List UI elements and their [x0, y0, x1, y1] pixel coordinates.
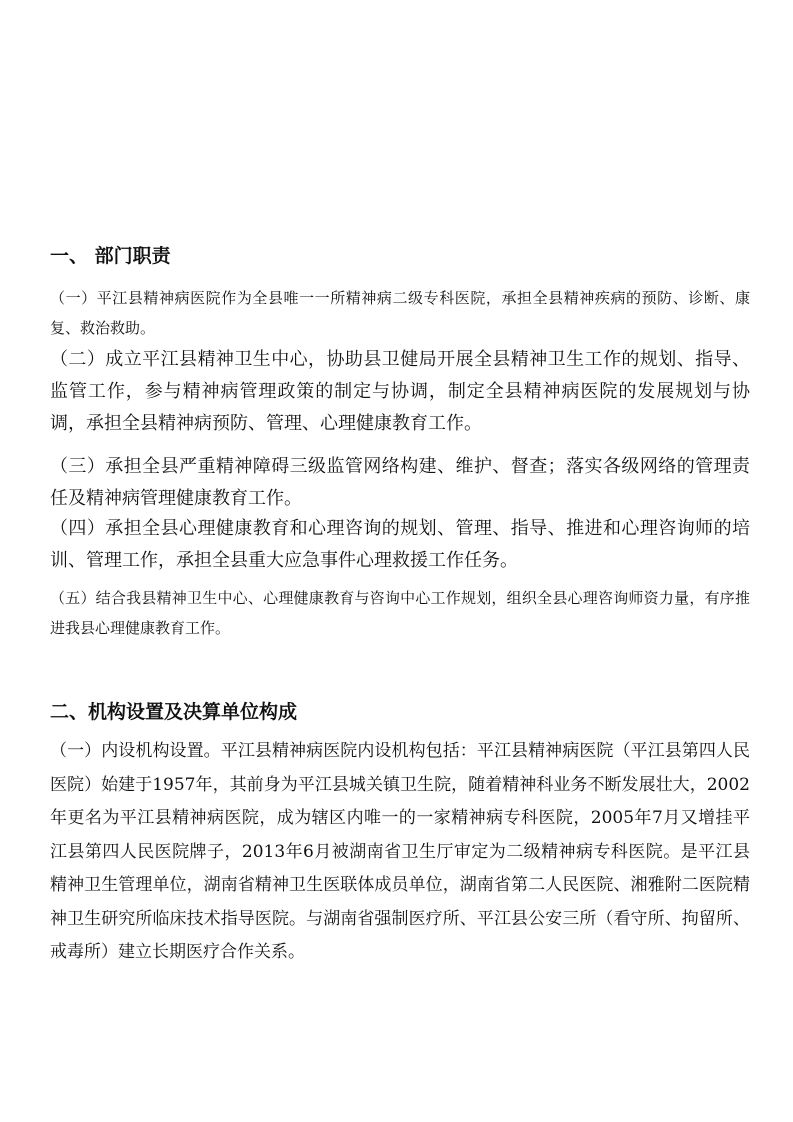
duty-item-5: （五）结合我县精神卫生中心、心理健康教育与咨询中心工作规划，组织全县心理咨询师资力量，有序推进我县心理健康教育工作。: [50, 589, 750, 637]
section-heading-organization: 二、机构设置及决算单位构成: [50, 701, 298, 723]
section-heading-department-duties: 一、 部门职责: [50, 245, 171, 267]
duty-item-1: （一）平江县精神病医院作为全县唯一一所精神病二级专科医院，承担全县精神疾病的预防、诊断、康复、救治救助。: [50, 289, 750, 337]
duty-item-2: （二）成立平江县精神卫生中心，协助县卫健局开展全县精神卫生工作的规划、指导、监管工作，参与精神病管理政策的制定与协调，制定全县精神病医院的发展规划与协调，承担全县精神病预防、管理、心理健康教育工作。: [50, 349, 750, 434]
duty-item-3: （三）承担全县严重精神障碍三级监管网络构建、维护、督查；落实各级网络的管理责任及精神病管理健康教育工作。: [50, 456, 750, 509]
duty-item-4: （四）承担全县心理健康教育和心理咨询的规划、管理、指导、推进和心理咨询师的培训、管理工作，承担全县重大应急事件心理救援工作任务。: [50, 518, 750, 571]
organization-item-1: （一）内设机构设置。平江县精神病医院内设机构包括：平江县精神病医院（平江县第四人民医院）始建于1957年，其前身为平江县城关镇卫生院，随着精神科业务不断发展壮大，2002年更名为平江县精神病医院，成为辖区内唯一的一家精神病专科医院，2005年7月又增挂平江县第四人民医院牌子，2013年6月被湖南省卫生厅审定为二级精神病专科医院。是平江县精神卫生管理单位，湖南省精神卫生医联体成员单位，湖南省第二人民医院、湘雅附二医院精神卫生研究所临床技术指导医院。与湖南省强制医疗所、平江县公安三所（看守所、拘留所、戒毒所）建立长期医疗合作关系。: [50, 741, 750, 962]
